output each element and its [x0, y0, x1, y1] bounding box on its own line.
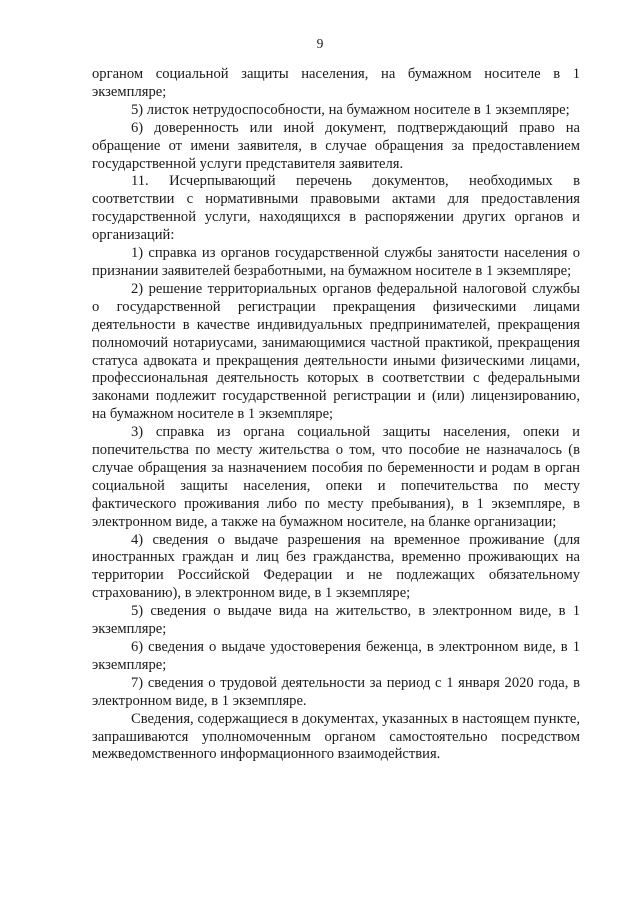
paragraph-continuation: органом социальной защиты населения, на бумажном носителе в 1 экземпляре; — [92, 66, 580, 100]
list-item-6-power-of-attorney: 6) доверенность или иной документ, подтверждающий право на обращение от имени заявителя, в случае обращения за предоставлением государственной услуги представителя заявителя. — [92, 119, 580, 172]
document-body — [92, 66, 580, 764]
list-item-5-sick-leave: 5) листок нетрудоспособности, на бумажном носителе в 1 экземпляре; — [131, 101, 570, 118]
list-item-6-refugee-certificate: 6) сведения о выдаче удостоверения беженца, в электронном виде, в 1 экземпляре; — [92, 639, 580, 673]
page-number: 9 — [316, 36, 324, 51]
list-item-7-employment-records: 7) сведения о трудовой деятельности за период с 1 января 2020 года, в электронном виде, в 1 экземпляре. — [92, 674, 580, 709]
list-item-5-residence-permit: 5) сведения о выдаче вида на жительство, в электронном виде, в 1 экземпляре; — [92, 603, 580, 638]
closing-paragraph: Сведения, содержащиеся в документах, указанных в настоящем пункте, запрашиваются уполномоченным органом самостоятельно посредством межведомственного информационного взаимодействия. — [92, 710, 580, 763]
list-item-1-unemployment-certificate: 1) справка из органов государственной службы занятости населения о признании заявителей безработными, на бумажном носителе в 1 экземпляре; — [92, 245, 580, 279]
clause-11-heading: 11. Исчерпывающий перечень документов, необходимых в соответствии с нормативными правовыми актами для предоставления государственной услуги, находящихся в распоряжении других органов и организаций: — [92, 173, 580, 244]
list-item-2-tax-service-decision: 2) решение территориальных органов федеральной налоговой службы о государственной регистрации прекращения физическими лицами деятельности в качестве индивидуальных предпринимателей, прекращения полномочий нотариусами, занимающимися частной практикой, прекращения статуса адвоката и прекращения деятельности иными физическими лицами, профессиональная деятельность которых в соответствии с федеральными законами подлежит государственной регистрации и (или) лицензированию, на бумажном носителе в 1 экземпляре; — [92, 280, 580, 423]
list-item-3-social-protection-certificate: 3) справка из органа социальной защиты населения, опеки и попечительства по месту жительства о том, что пособие не назначалось (в случае обращения за назначением пособия по беременности и родам в орган социальной защиты населения, опеки и попечительства по месту фактического проживания либо по месту пребывания), в 1 экземпляре, в электронном виде, а также на бумажном носителе, на бланке организации; — [92, 424, 580, 530]
list-item-4-temporary-residence: 4) сведения о выдаче разрешения на временное проживание (для иностранных граждан и лиц без гражданства, временно проживающих на территории Российской Федерации и не подлежащих обязательному страхованию), в электронном виде, в 1 экземпляре; — [92, 531, 580, 602]
